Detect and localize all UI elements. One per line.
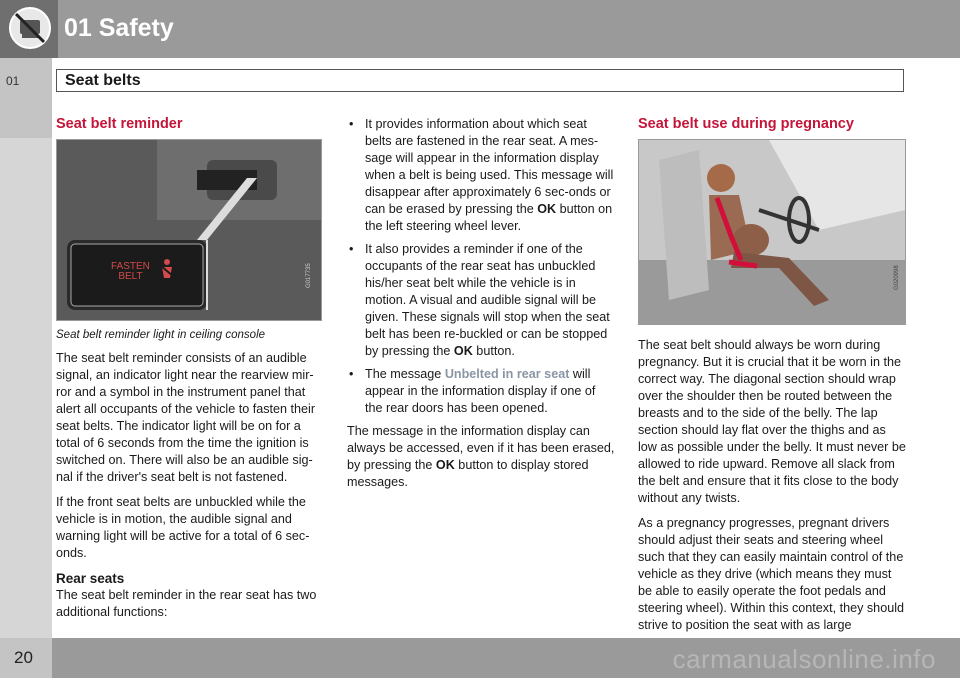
- figure-caption: Seat belt reminder light in ceiling console: [56, 329, 266, 341]
- text: button on the left steering wheel lever.: [365, 202, 613, 233]
- text: It also provides a reminder if one of the occupants of the rear seat has unbuckled his/her seat belt while the vehicle is in motion. A visual and audible signal will be given. These signals will stop when the seat belt has been re-buckled or can be stopped by pressing the: [365, 242, 610, 358]
- text: button.: [472, 344, 515, 358]
- column-pregnancy: [638, 116, 908, 642]
- paragraph: The seat belt reminder in the rear seat has two additional functions:: [56, 588, 317, 619]
- sign-line-1: FASTEN: [111, 261, 150, 272]
- heading-seat-belt-reminder: Seat belt reminder: [56, 116, 183, 132]
- ceiling-console-illustration: [57, 140, 321, 320]
- left-rail: [0, 58, 52, 638]
- heading-pregnancy: Seat belt use during pregnancy: [638, 116, 854, 132]
- page-number: 20: [14, 648, 33, 667]
- column-rear-seat-functions: [347, 116, 615, 499]
- paragraph: The seat belt reminder consists of an audible signal, an indicator light near the rearview mir-ror and a symbol in the instrument panel that alert all occupants of the vehicle to fasten their seat belts. The indicator light will be on for a total of 6 seconds from the time the ignition is switched on. There will also be an audible sig-nal if the driver's seat belt is not fastened.: [56, 351, 316, 484]
- seat-belt-reminder-figure: [56, 139, 322, 321]
- ok-button-ref: OK: [435, 458, 455, 472]
- paragraph: If the front seat belts are unbuckled while the vehicle is in motion, the audible signal and warning light will be active for a total of 6 sec-onds.: [56, 495, 310, 560]
- footer-bar: [0, 638, 960, 678]
- bullet-symbol: •: [349, 242, 354, 256]
- paragraph: The seat belt should always be worn during pregnancy. But it is crucial that it be worn in the correct way. The diagonal section should wrap over the shoulder then be routed between the breasts and to the side of the belly. The lap section should lay flat over the thighs and as low as possible under the belly. It must never be allowed to ride upward. Remove all slack from the belt and ensure that it fits close to the body without any twists.: [638, 338, 906, 505]
- paragraph: [347, 423, 615, 491]
- list-item: [347, 116, 615, 235]
- page-number-cell: [0, 638, 52, 678]
- figure-code: G017735: [306, 263, 312, 288]
- chapter-title: 01 Safety: [64, 14, 174, 42]
- chapter-tab: [0, 58, 52, 138]
- ok-button-ref: OK: [453, 344, 473, 358]
- seatbelt-warning-icon: [159, 258, 175, 280]
- text: It provides information about which seat belts are fastened in the rear seat. A mes-sage will appear in the information display when a belt is being used. This message will disappear after approximately 6 sec-onds or can be erased by pressing the: [365, 117, 614, 216]
- chapter-badge: [0, 0, 58, 58]
- watermark: carmanualsonline.info: [672, 644, 936, 674]
- fasten-belt-sign: [111, 262, 150, 282]
- text: The message: [365, 367, 445, 381]
- text: button to display stored messages.: [347, 458, 589, 489]
- display-message: Unbelted in rear seat: [444, 367, 570, 381]
- sign-line-2: BELT: [118, 271, 143, 282]
- list-item: [347, 366, 615, 417]
- pregnancy-figure: [638, 139, 906, 325]
- no-airbag-seat-icon: [8, 6, 52, 50]
- paragraph: As a pregnancy progresses, pregnant drivers should adjust their seats and steering wheel such that they can easily maintain control of the vehicle as they drive (which means they must be able to easily operate the foot pedals and steering wheel). Within this context, they should strive to position the seat with as large: [638, 516, 904, 632]
- list-item: [347, 241, 615, 360]
- chapter-number: 01: [6, 74, 20, 88]
- text: will appear in the information display if one of the rear doors has been opened.: [365, 367, 596, 415]
- section-title: Seat belts: [65, 72, 141, 89]
- chapter-header-bar: [0, 0, 960, 58]
- figure-code: G020998: [894, 265, 900, 290]
- text: The message in the information display can always be accessed, even if it has been erased, by pressing the: [347, 424, 615, 472]
- ok-button-ref: OK: [537, 202, 557, 216]
- section-header: [56, 69, 904, 92]
- heading-rear-seats: Rear seats: [56, 571, 125, 586]
- pregnant-driver-illustration: [639, 140, 905, 324]
- bullet-list: [347, 116, 615, 417]
- column-seat-belt-reminder: [56, 116, 324, 629]
- bullet-symbol: •: [349, 117, 354, 131]
- bullet-symbol: •: [349, 367, 354, 381]
